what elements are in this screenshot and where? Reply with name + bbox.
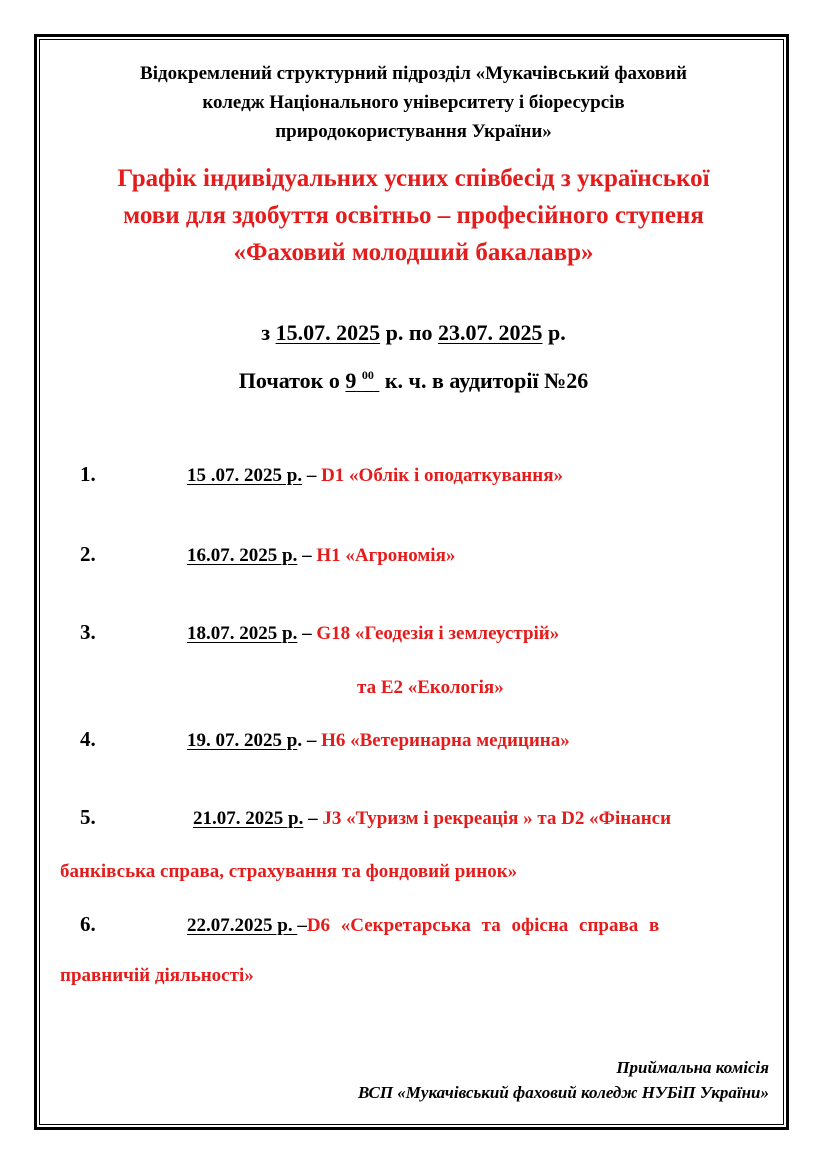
start-time-hour: 9 (345, 368, 357, 393)
schedule-row-2 (187, 545, 455, 567)
footer-committee: Приймальна комісія (616, 1058, 769, 1077)
schedule-row-6 (187, 915, 769, 937)
schedule-sep: – (297, 623, 317, 644)
schedule-row-4 (187, 730, 570, 752)
start-time-prefix: Початок о (238, 368, 346, 393)
schedule-program-cont-3: та E2 «Екологія» (357, 677, 504, 698)
schedule-program-cont-5: банківська справа, страхування та фондовий ринок» (60, 861, 518, 882)
schedule-num-4: 4. (80, 727, 96, 751)
schedule-row-3 (187, 623, 559, 645)
period-prefix: з (261, 320, 276, 345)
schedule-program-cont-6: правничій діяльності» (60, 965, 254, 986)
schedule-sep: – (302, 465, 322, 486)
start-time-suffix: к. ч. в аудиторії №26 (379, 368, 589, 393)
schedule-date: 16.07. 2025 р. (187, 545, 298, 566)
schedule-num-2: 2. (80, 542, 96, 566)
schedule-program: D6 «Секретарська та офісна справа в (306, 915, 660, 936)
start-time-minutes: 00 (361, 368, 374, 382)
schedule-program: G18 «Геодезія і землеустрій» (316, 623, 560, 644)
schedule-date: 18.07. 2025 р. (187, 623, 298, 644)
period-line (0, 320, 827, 346)
footer-college: ВСП «Мукачівський фаховий коледж НУБіП України» (357, 1083, 769, 1102)
schedule-sep: . – (297, 730, 322, 751)
title-line-2: мови для здобуття освітньо – професійного ступеня (123, 202, 704, 229)
schedule-program: H1 «Агрономія» (316, 545, 456, 566)
schedule-date: 15 .07. 2025 р. (187, 465, 303, 486)
schedule-sep: – (303, 808, 323, 829)
schedule-num-6: 6. (80, 912, 96, 936)
institution-line-1: Відокремлений структурний підрозділ «Мукачівський фаховий (140, 63, 687, 84)
schedule-date: 21.07. 2025 р. (193, 808, 304, 829)
start-time-line (0, 368, 827, 394)
schedule-num-1: 1. (80, 462, 96, 486)
period-mid: р. по (380, 320, 438, 345)
schedule-program: D1 «Облік і оподаткування» (321, 465, 563, 486)
period-start-date: 15.07. 2025 (275, 320, 381, 345)
title-line-1: Графік індивідуальних усних співбесід з української (117, 165, 710, 192)
schedule-num-5: 5. (80, 805, 96, 829)
period-end-date: 23.07. 2025 (438, 320, 543, 345)
title-line-3: «Фаховий молодший бакалавр» (233, 239, 594, 266)
institution-line-3: природокористування України» (275, 121, 552, 142)
period-suffix: р. (542, 320, 566, 345)
start-time-value (345, 368, 379, 393)
schedule-num-3: 3. (80, 620, 96, 644)
schedule-program: J3 «Туризм і рекреація » та D2 «Фінанси (322, 808, 672, 829)
schedule-date: 22.07.2025 р. (187, 915, 298, 936)
institution-line-2: коледж Національного університету і біоресурсів (202, 92, 625, 113)
schedule-date: 19. 07. 2025 р (187, 730, 298, 751)
schedule-sep: – (297, 915, 307, 936)
schedule-row-1 (187, 465, 563, 487)
schedule-sep: – (297, 545, 317, 566)
schedule-program: H6 «Ветеринарна медицина» (321, 730, 570, 751)
schedule-row-5 (193, 808, 671, 830)
